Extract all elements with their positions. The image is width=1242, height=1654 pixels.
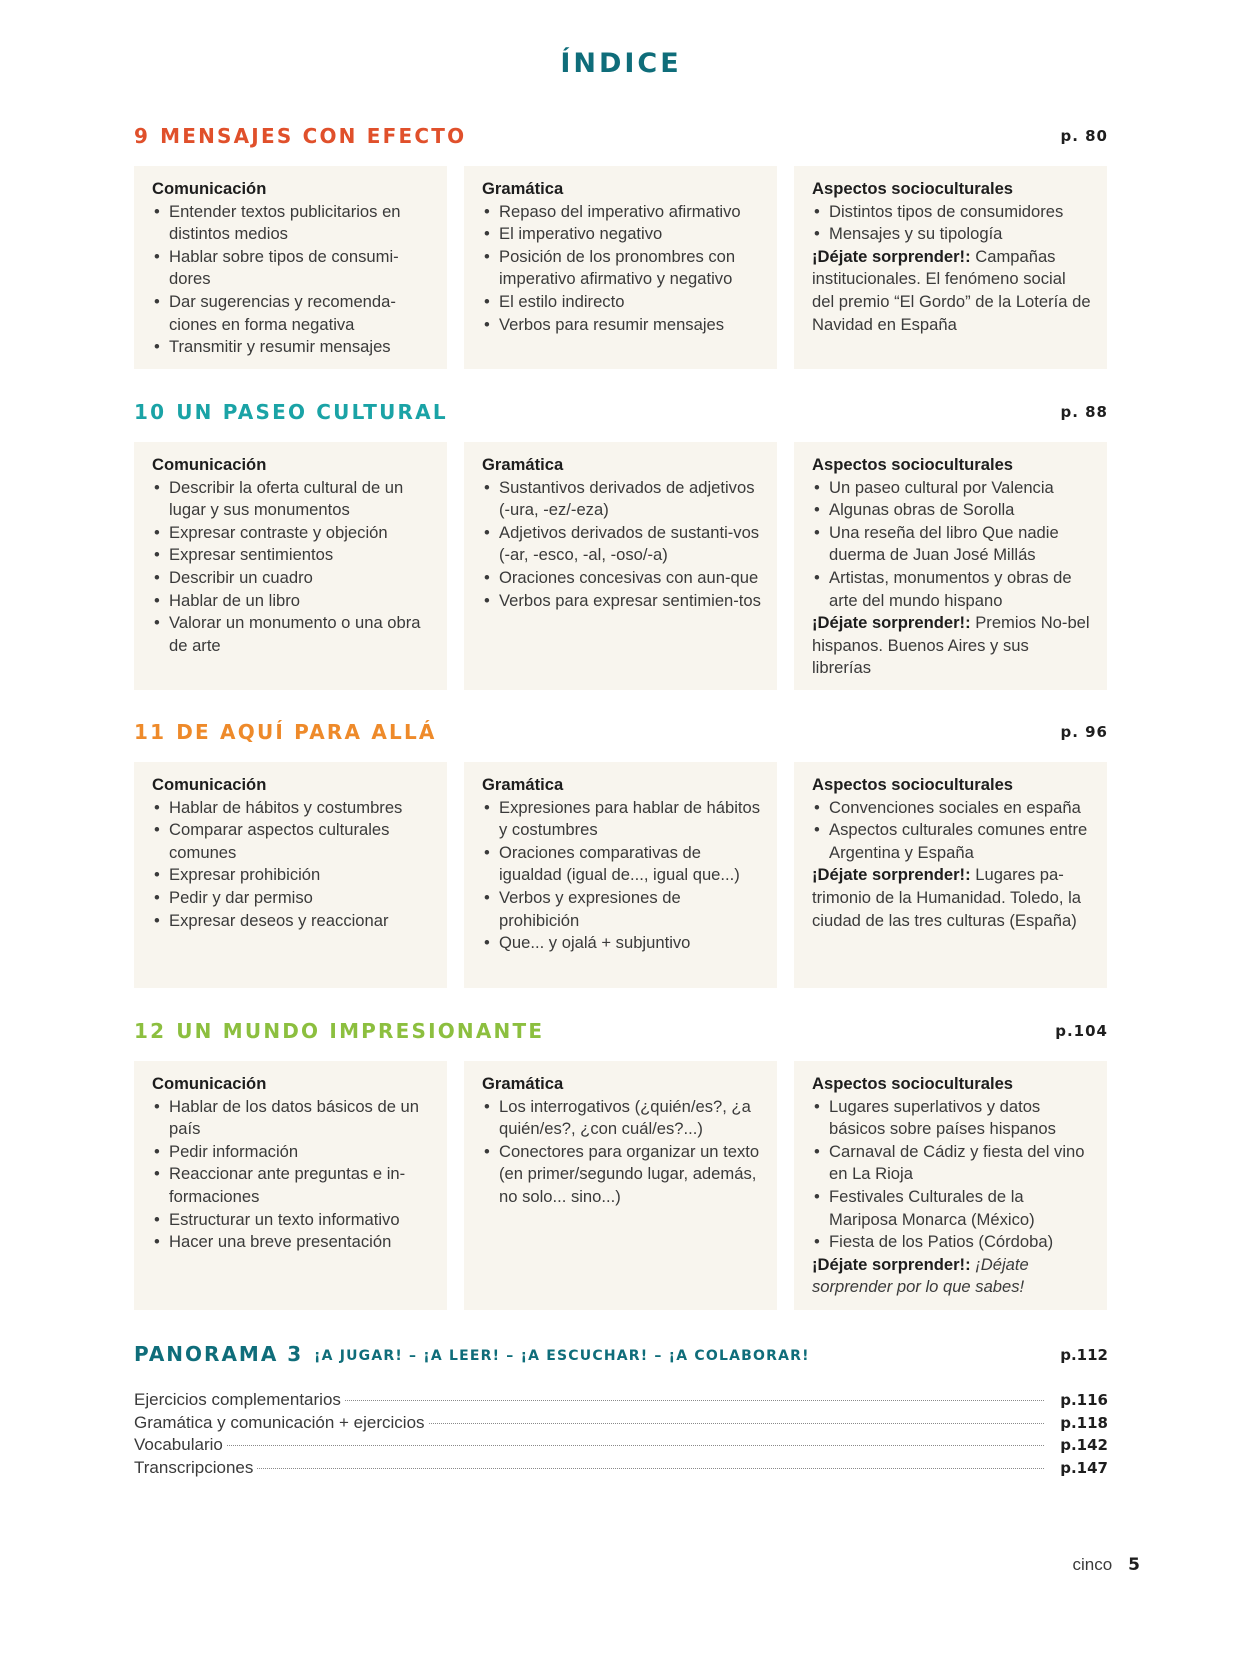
page-number: 5 bbox=[1128, 1555, 1140, 1575]
list-item: • Estructurar un texto informativo bbox=[152, 1209, 431, 1232]
dejate-text: Campañas institucionales. El fenómeno social del premio “El Gordo” de la Lotería de Navidad en España bbox=[812, 246, 1091, 334]
unit-title bbox=[134, 1019, 544, 1043]
list-item: • Valorar un monumento o una obra de arte bbox=[152, 612, 431, 657]
appendix-page-ref: p.147 bbox=[1060, 1458, 1108, 1477]
list-item: • Fiesta de los Patios (Córdoba) bbox=[812, 1231, 1091, 1254]
appendix-row bbox=[134, 1413, 1108, 1436]
panorama-title: PANORAMA 3 bbox=[134, 1342, 304, 1366]
list-item: • Que... y ojalá + subjuntivo bbox=[482, 932, 761, 955]
list-item: • Dar sugerencias y recomenda-ciones en forma negativa bbox=[152, 291, 431, 336]
unit-header bbox=[134, 400, 1108, 430]
comunicacion-box bbox=[134, 442, 447, 690]
aspectos-heading: Aspectos socioculturales bbox=[812, 1074, 1014, 1093]
gramatica-box bbox=[464, 442, 777, 690]
list-item: • Distintos tipos de consumidores bbox=[812, 201, 1091, 224]
appendix-row bbox=[134, 1435, 1108, 1458]
list-item: • Expresar sentimientos bbox=[152, 544, 431, 567]
list-item: • Transmitir y resumir mensajes bbox=[152, 336, 431, 359]
list-item: • Expresar deseos y reaccionar bbox=[152, 910, 431, 933]
list-item: • Hablar de un libro bbox=[152, 590, 431, 613]
appendix-page-ref: p.118 bbox=[1060, 1413, 1108, 1432]
dejate-sorprender bbox=[812, 612, 1091, 680]
list-item: • El estilo indirecto bbox=[482, 291, 761, 314]
dejate-label: ¡Déjate sorprender!: bbox=[812, 246, 971, 266]
list-item: • Aspectos culturales comunes entre Argentina y España bbox=[812, 819, 1091, 864]
dejate-label: ¡Déjate sorprender!: bbox=[812, 1254, 971, 1274]
aspectos-heading: Aspectos socioculturales bbox=[812, 179, 1014, 198]
unit-page-ref: p. 96 bbox=[1060, 723, 1108, 741]
list-item: • Los interrogativos (¿quién/es?, ¿a quién/es?, ¿con cuál/es?...) bbox=[482, 1096, 761, 1141]
aspectos-box bbox=[794, 1061, 1107, 1310]
list-item: • Convenciones sociales en españa bbox=[812, 797, 1091, 820]
unit-number: 10 bbox=[134, 400, 167, 424]
appendix-page-ref: p.116 bbox=[1060, 1391, 1108, 1409]
list-item: • Oraciones concesivas con aun-que bbox=[482, 567, 761, 590]
list-item: • Hablar sobre tipos de consumi-dores bbox=[152, 246, 431, 291]
unit-header bbox=[134, 720, 1108, 750]
unit-title-text: UN PASEO CULTURAL bbox=[176, 400, 448, 424]
list-item: • Posición de los pronombres con imperativo afirmativo y negativo bbox=[482, 246, 761, 291]
unit-10 bbox=[134, 400, 1108, 690]
panorama-subtitle: ¡A JUGAR! – ¡A LEER! – ¡A ESCUCHAR! – ¡A COLABORAR! bbox=[314, 1348, 810, 1364]
unit-number: 9 bbox=[134, 124, 151, 148]
list-item: • Reaccionar ante preguntas e in-formaciones bbox=[152, 1163, 431, 1208]
list-item: • Hacer una breve presentación bbox=[152, 1231, 431, 1254]
aspectos-box bbox=[794, 166, 1107, 369]
comunicacion-heading: Comunicación bbox=[152, 1074, 267, 1093]
list-item: • Expresar contraste y objeción bbox=[152, 522, 431, 545]
list-item: • Lugares superlativos y datos básicos sobre países hispanos bbox=[812, 1096, 1091, 1141]
gramatica-heading: Gramática bbox=[482, 179, 564, 198]
list-item: • Expresar prohibición bbox=[152, 864, 431, 887]
gramatica-heading: Gramática bbox=[482, 1074, 564, 1093]
list-item: • Adjetivos derivados de sustanti-vos (-ar, -esco, -al, -oso/-a) bbox=[482, 522, 761, 567]
gramatica-heading: Gramática bbox=[482, 775, 564, 794]
panorama-section bbox=[134, 1342, 1108, 1374]
list-item: • Describir la oferta cultural de un lugar y sus monumentos bbox=[152, 477, 431, 522]
gramatica-box bbox=[464, 166, 777, 369]
list-item: • Describir un cuadro bbox=[152, 567, 431, 590]
panorama-page-ref: p.112 bbox=[1060, 1346, 1108, 1364]
dot-leader bbox=[345, 1400, 1044, 1401]
aspectos-heading: Aspectos socioculturales bbox=[812, 455, 1014, 474]
list-item: • Artistas, monumentos y obras de arte del mundo hispano bbox=[812, 567, 1091, 612]
appendix-label: Transcripciones bbox=[134, 1457, 254, 1477]
list-item: • Algunas obras de Sorolla bbox=[812, 499, 1091, 522]
list-item: • Un paseo cultural por Valencia bbox=[812, 477, 1091, 500]
appendix-label: Vocabulario bbox=[134, 1435, 223, 1455]
list-item: • Verbos para resumir mensajes bbox=[482, 314, 761, 337]
comunicacion-heading: Comunicación bbox=[152, 179, 267, 198]
unit-number: 12 bbox=[134, 1019, 167, 1043]
page-title: ÍNDICE bbox=[560, 48, 682, 79]
list-item: • Hablar de hábitos y costumbres bbox=[152, 797, 431, 820]
unit-header bbox=[134, 124, 1108, 154]
unit-page-ref: p. 80 bbox=[1060, 127, 1108, 145]
unit-11 bbox=[134, 720, 1108, 990]
dejate-label: ¡Déjate sorprender!: bbox=[812, 865, 971, 885]
list-item: • Repaso del imperativo afirmativo bbox=[482, 201, 761, 224]
dejate-text: Premios No-bel hispanos. Buenos Aires y sus librerías bbox=[812, 613, 1090, 678]
dot-leader bbox=[257, 1468, 1044, 1469]
unit-12 bbox=[134, 1019, 1108, 1314]
list-item: • Entender textos publicitarios en distintos medios bbox=[152, 201, 431, 246]
unit-columns bbox=[134, 762, 1107, 988]
appendix-row bbox=[134, 1458, 1108, 1481]
appendix-row bbox=[134, 1390, 1108, 1413]
dejate-sorprender bbox=[812, 246, 1091, 336]
list-item: • Hablar de los datos básicos de un país bbox=[152, 1096, 431, 1141]
unit-title-text: UN MUNDO IMPRESIONANTE bbox=[176, 1019, 545, 1043]
dot-leader bbox=[227, 1445, 1044, 1446]
appendix-list bbox=[134, 1390, 1108, 1480]
list-item: • Verbos para expresar sentimien-tos bbox=[482, 590, 761, 613]
list-item: • Pedir información bbox=[152, 1141, 431, 1164]
unit-columns bbox=[134, 442, 1107, 690]
appendix-page-ref: p.142 bbox=[1060, 1436, 1108, 1455]
list-item: • Expresiones para hablar de hábitos y costumbres bbox=[482, 797, 761, 842]
dejate-sorprender bbox=[812, 1254, 1091, 1299]
aspectos-box bbox=[794, 442, 1107, 690]
appendix-label: Ejercicios complementarios bbox=[134, 1390, 341, 1409]
unit-number: 11 bbox=[134, 720, 167, 744]
gramatica-heading: Gramática bbox=[482, 455, 564, 474]
comunicacion-heading: Comunicación bbox=[152, 775, 267, 794]
unit-columns bbox=[134, 166, 1107, 369]
aspectos-heading: Aspectos socioculturales bbox=[812, 775, 1014, 794]
list-item: • Carnaval de Cádiz y fiesta del vino en La Rioja bbox=[812, 1141, 1091, 1186]
unit-title bbox=[134, 124, 466, 148]
dejate-sorprender bbox=[812, 864, 1091, 932]
appendix-label: Gramática y comunicación + ejercicios bbox=[134, 1412, 425, 1432]
unit-page-ref: p. 88 bbox=[1060, 403, 1108, 421]
list-item: • El imperativo negativo bbox=[482, 223, 761, 246]
page-footer bbox=[1072, 1555, 1140, 1575]
unit-9 bbox=[134, 124, 1108, 364]
unit-title bbox=[134, 720, 437, 744]
list-item: • Conectores para organizar un texto (en primer/segundo lugar, además, no solo... sino...) bbox=[482, 1141, 761, 1209]
unit-title-text: MENSAJES CON EFECTO bbox=[160, 124, 467, 148]
dejate-text: ¡Déjate sorprender por lo que sabes! bbox=[812, 1254, 1029, 1297]
list-item: • Festivales Culturales de la Mariposa Monarca (México) bbox=[812, 1186, 1091, 1231]
list-item: • Una reseña del libro Que nadie duerma de Juan José Millás bbox=[812, 522, 1091, 567]
dejate-text: Lugares pa-trimonio de la Humanidad. Toledo, la ciudad de las tres culturas (España) bbox=[812, 865, 1082, 930]
comunicacion-box bbox=[134, 166, 447, 369]
gramatica-box bbox=[464, 762, 777, 988]
list-item: • Pedir y dar permiso bbox=[152, 887, 431, 910]
aspectos-box bbox=[794, 762, 1107, 988]
list-item: • Oraciones comparativas de igualdad (igual de..., igual que...) bbox=[482, 842, 761, 887]
unit-title bbox=[134, 400, 448, 424]
unit-page-ref: p.104 bbox=[1055, 1022, 1108, 1040]
unit-header bbox=[134, 1019, 1108, 1049]
comunicacion-box bbox=[134, 762, 447, 988]
list-item: • Mensajes y su tipología bbox=[812, 223, 1091, 246]
dot-leader bbox=[429, 1423, 1044, 1424]
comunicacion-heading: Comunicación bbox=[152, 455, 267, 474]
list-item: • Verbos y expresiones de prohibición bbox=[482, 887, 761, 932]
gramatica-box bbox=[464, 1061, 777, 1310]
unit-title-text: DE AQUÍ PARA ALLÁ bbox=[176, 720, 437, 744]
unit-columns bbox=[134, 1061, 1107, 1310]
comunicacion-box bbox=[134, 1061, 447, 1310]
dejate-label: ¡Déjate sorprender!: bbox=[812, 613, 971, 633]
page-number-word: cinco bbox=[1072, 1555, 1113, 1574]
list-item: • Comparar aspectos culturales comunes bbox=[152, 819, 431, 864]
list-item: • Sustantivos derivados de adjetivos (-ura, -ez/-eza) bbox=[482, 477, 761, 522]
